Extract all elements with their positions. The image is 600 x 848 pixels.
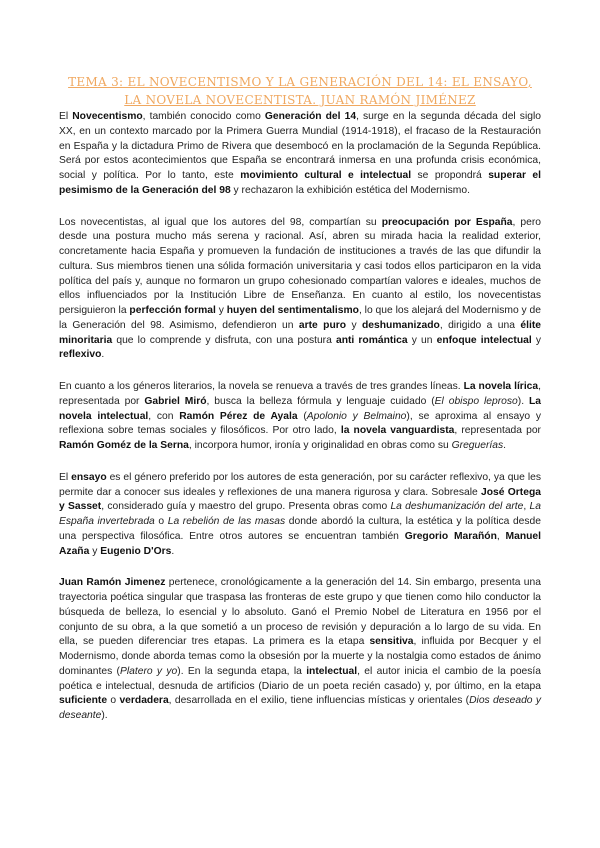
work-title: La España invertebrada [59, 501, 541, 527]
text-run: , también conocido como [142, 111, 265, 122]
bold-term: Manuel Azaña [59, 530, 541, 557]
work-title: La deshumanización del arte [390, 501, 524, 513]
bold-term: élite minoritaria [59, 319, 541, 346]
text-run: , [496, 530, 506, 542]
text-run: y [346, 319, 362, 331]
bold-term: Gregorio Marañón [404, 530, 497, 542]
text-run: pertenece, cronológicamente a la generación del 14. Sin embargo, presenta una trayectoria poética singular que traspasa las fronteras de este grupo y que tienen como hilo conductor la búsqueda de belleza, lo esencial y lo absoluto. Ganó el Premio Nobel de Literatura en 1956 por el conjunto de su obra, a la que sometió a un proceso de revisión y depuración a lo largo de su vida. En ella, se pueden diferenciar tres etapas. La primera es la etapa [59, 577, 541, 648]
bold-term: anti romántica [335, 334, 408, 346]
text-run: donde abordó la cultura, la estética y la política desde una perspectiva filosófica. Entre otros autores se encuentran también [59, 516, 542, 542]
work-title: El obispo leproso [434, 395, 518, 407]
bold-term: Juan Ramón Jimenez [59, 577, 166, 589]
bold-term: enfoque intelectual [436, 334, 532, 346]
text-run: , el autor inicia el cambio de la poesía poética e intelectual, desnuda de artificios (Diario de un poeta recién casado) y, por último, en la etapa [59, 665, 542, 692]
bold-term: superar el pesimismo de la Generación del 98 [59, 170, 541, 196]
text-run: y un [407, 334, 437, 346]
bold-term: Novecentismo [72, 111, 143, 122]
bold-term: Ramón Goméz de la Serna [59, 440, 189, 451]
bold-term: La novela lírica [463, 381, 539, 392]
work-title: Dios deseado y deseante [59, 695, 541, 721]
text-run: , representada por [59, 381, 542, 407]
paragraph-novecentistas [59, 216, 541, 364]
bold-term: José Ortega y Sasset [59, 486, 541, 513]
text-run: , [523, 501, 530, 513]
text-run: , incorpora humor, ironía y originalidad en obras como su [188, 440, 452, 451]
text-run: se propondrá [411, 170, 489, 181]
text-run: es el género preferido por los autores de esta generación, por su carácter reflexivo, ya que les permite dar a conocer sus ideales y reflexiones de una manera rigurosa y clara. Sobresale [59, 471, 541, 498]
paragraph-ensayo [59, 471, 541, 560]
text-run: , influida por Becquer y el Modernismo, donde aborda temas como la obsesión por la muerte y la nostalgia como estados de ánimo dominantes ( [59, 636, 541, 677]
bold-term: La novela intelectual [59, 395, 541, 422]
document-title: TEMA 3: EL NOVECENTISMO Y LA GENERACIÓN DEL 14: EL ENSAYO, LA NOVELA NOVECENTISTA. JUAN RAMÓN JIMÉNEZ [68, 75, 532, 107]
text-run: , lo que los alejará del Modernismo y de la Generación del 98. Asimismo, defendieron un [59, 305, 542, 331]
text-run: y rechazaron la exhibición estética del Modernismo. [230, 184, 470, 196]
text-run: El [59, 471, 72, 483]
work-title: Greguerías [451, 440, 504, 451]
text-run: que lo comprende y disfruta, con una postura [112, 334, 336, 346]
text-run: En cuanto a los géneros literarios, la novela se renueva a través de tres grandes líneas. [59, 381, 464, 392]
bold-term: preocupación por España [381, 216, 513, 228]
work-title: Platero y yo [119, 665, 178, 677]
text-run: , considerado guía y maestro del grupo. Presenta obras como [101, 501, 391, 513]
bold-term: verdadera [119, 695, 169, 707]
bold-term: reflexivo [59, 349, 102, 361]
text-run: ). [101, 710, 108, 721]
text-run: . [101, 349, 105, 361]
text-run: y [531, 334, 541, 346]
text-run: , surge en la segunda década del siglo XX, en un contexto marcado por la Primera Guerra Mundial (1914-1918), el fracaso de la Restauración en España y la dictadura Primo de Rivera que desembocó en la proclamación de la Segunda República. Será por estos acontecimientos que España se encontrará inmersa en una profunda crisis económica, social y política. Por lo tanto, este [59, 111, 541, 181]
bold-term: ensayo [71, 471, 107, 483]
text-run: El [59, 111, 73, 122]
text-run: , desarrollada en el exilio, tiene influencias místicas y orientales ( [168, 695, 470, 707]
document-body [59, 110, 541, 741]
work-title: La rebelión de las masas [167, 516, 286, 527]
text-run: , dirigido a una [439, 319, 521, 331]
text-run: . [171, 545, 175, 557]
text-run: . [503, 440, 507, 451]
text-run: , pero desde una postura mucho más serena y racional. Así, abren su mirada hacia la realidad exterior, concretamente hacia España y promueven la fundación de instituciones a través de las que difundir la cultura. Sus miembros tienen una sólida formación universitaria y casi todos ellos participaron en la vida política del país y, aunque no formaron un grupo cohesionado compartían valores e ideales, muchos de ellos influenciados por la Institución Libre de Enseñanza. En cuanto al estilo, los novecentistas persiguieron la [59, 216, 541, 316]
text-run: , representada por [454, 425, 541, 437]
text-run: , con [148, 410, 180, 422]
bold-term: Gabriel Miró [144, 395, 207, 407]
work-title: Apolonio y Belmaino [306, 410, 407, 422]
paragraph-juan-ramon-jimenez [59, 576, 541, 724]
bold-term: suficiente [59, 695, 108, 707]
bold-term: arte puro [298, 319, 347, 331]
text-run: ( [297, 410, 307, 422]
text-run: o [107, 695, 120, 707]
paragraph-novecentismo [59, 110, 541, 199]
bold-term: intelectual [306, 665, 358, 677]
text-run: ). En la segunda etapa, la [177, 665, 307, 677]
bold-term: Generación del 14 [264, 111, 357, 122]
bold-term: Ramón Pérez de Ayala [179, 410, 298, 422]
text-run: ), se aproxima al ensayo y reflexiona sobre temas sociales y filosóficos. Por otro lado, [59, 410, 541, 437]
bold-term: movimiento cultural e intelectual [240, 170, 412, 181]
text-run: Los novecentistas, al igual que los autores del 98, compartían su [59, 216, 382, 228]
text-run: y [89, 545, 101, 557]
text-run: o [154, 516, 168, 527]
bold-term: Eugenio D'Ors [100, 545, 172, 557]
text-run: , busca la belleza fórmula y lenguaje cuidado ( [206, 395, 435, 407]
bold-term: perfección formal [129, 305, 216, 316]
text-run: y [215, 305, 227, 316]
text-run: ). [517, 395, 529, 407]
paragraph-generos-literarios [59, 380, 541, 454]
bold-term: huyen del sentimentalismo [226, 305, 359, 316]
bold-term: deshumanizado [362, 319, 440, 331]
bold-term: la novela vanguardista [340, 425, 455, 437]
bold-term: sensitiva [369, 636, 414, 648]
